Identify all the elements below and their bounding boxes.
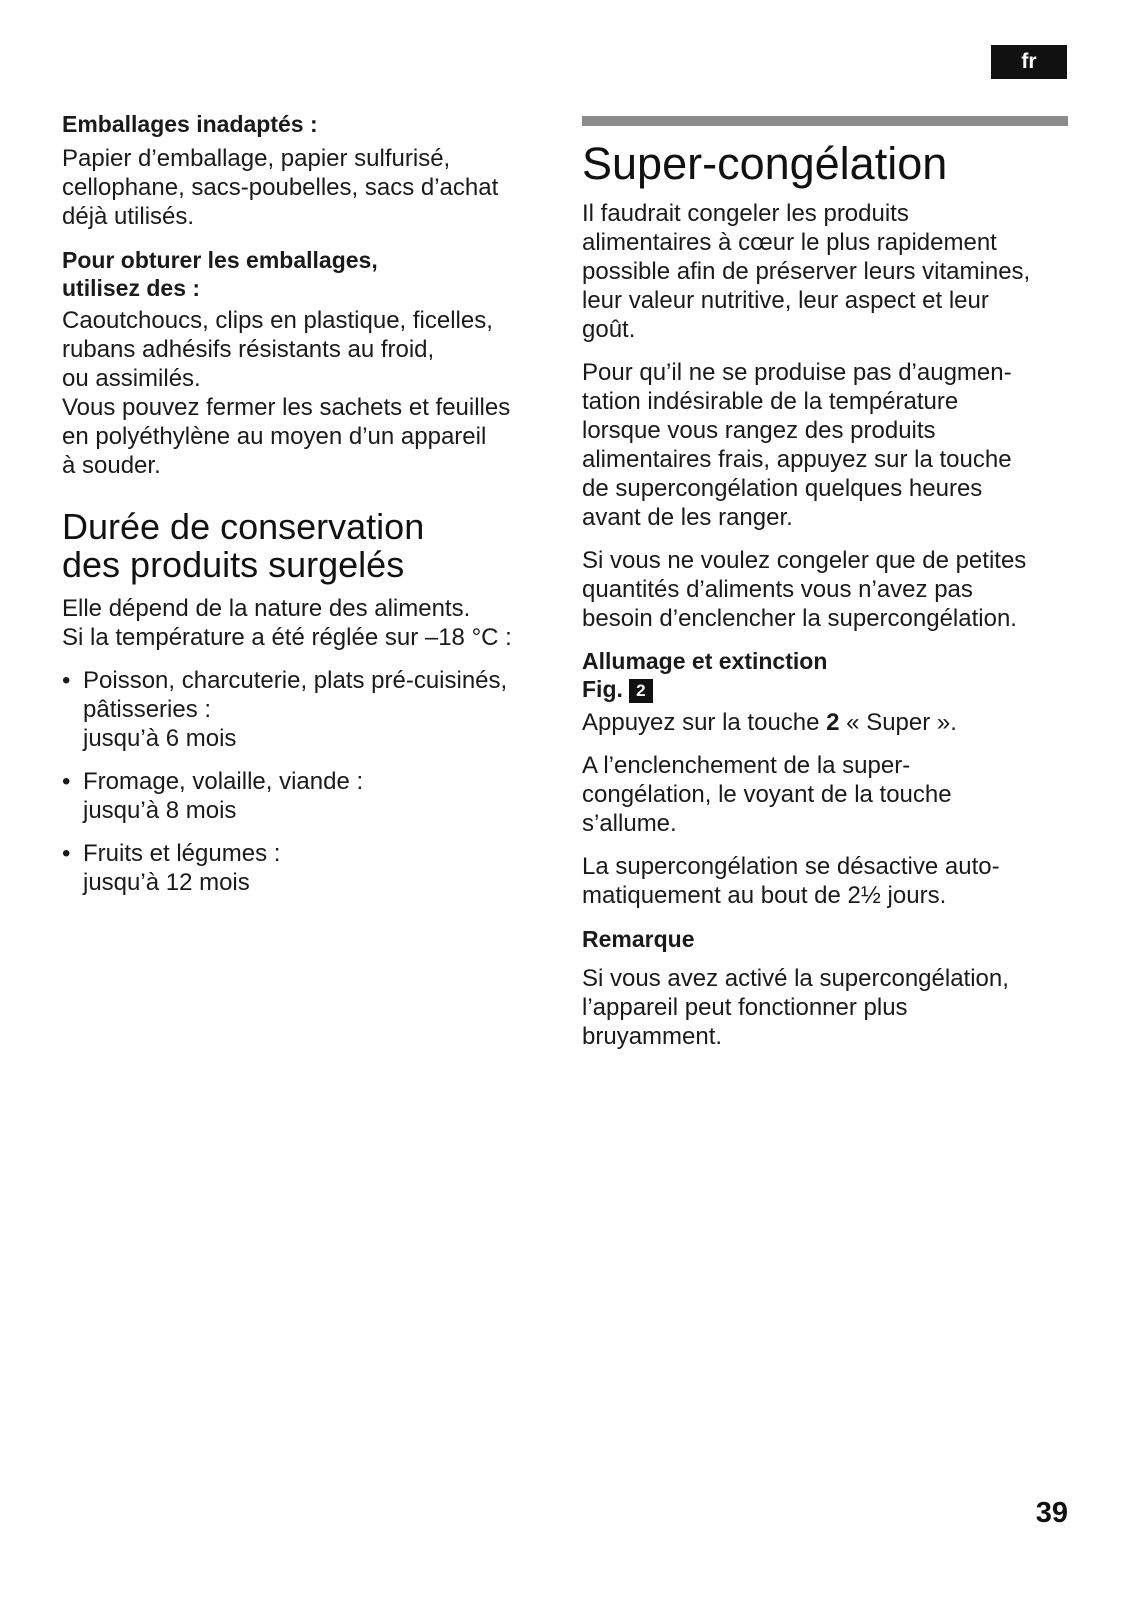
- list-item: [62, 767, 562, 825]
- text-line: en polyéthylène au moyen d’un appareil: [62, 423, 487, 450]
- text-line: quantités d’aliments vous n’avez pas: [582, 576, 973, 603]
- storage-duration-heading: [62, 508, 562, 584]
- text-line: besoin d’enclencher la supercongélation.: [582, 605, 1017, 632]
- text-line: Elle dépend de la nature des aliments.: [62, 595, 471, 622]
- text-line: lorsque vous rangez des produits: [582, 417, 936, 444]
- text-line: de supercongélation quelques heures: [582, 475, 983, 502]
- section-rule: [582, 116, 1068, 126]
- text-line: avant de les ranger.: [582, 504, 793, 531]
- on-off-heading: [582, 647, 1068, 703]
- super-freeze-paragraph: [582, 852, 1068, 910]
- super-freeze-paragraph: [582, 358, 1068, 532]
- text-line: leur valeur nutritive, leur aspect et leur: [582, 287, 989, 314]
- text-line: Caoutchoucs, clips en plastique, ficelles,: [62, 307, 493, 334]
- press-instruction: [582, 708, 1068, 737]
- super-freeze-paragraph: [582, 199, 1068, 344]
- text-line: Il faudrait congeler les produits: [582, 200, 909, 227]
- text-line: Pour qu’il ne se produise pas d’augmen-: [582, 359, 1012, 386]
- text-line: Poisson, charcuterie, plats pré-cuisinés,: [83, 667, 508, 694]
- text-line: goût.: [582, 316, 636, 343]
- closing-packaging-text: [62, 306, 562, 480]
- text-line: cellophane, sacs-poubelles, sacs d’achat: [62, 174, 499, 201]
- bullet-icon: •: [62, 768, 71, 795]
- figure-reference: [582, 675, 1068, 703]
- text-line: La supercongélation se désactive auto-: [582, 853, 1000, 880]
- text-line: alimentaires à cœur le plus rapidement: [582, 229, 997, 256]
- bullet-icon: •: [62, 840, 71, 867]
- text-line: possible afin de préserver leurs vitamines,: [582, 258, 1031, 285]
- text-line: matiquement au bout de 2½ jours.: [582, 882, 947, 909]
- unsuitable-packaging-heading: Emballages inadaptés :: [62, 111, 318, 137]
- text-line: rubans adhésifs résistants au froid,: [62, 336, 435, 363]
- text-line: tation indésirable de la température: [582, 388, 959, 415]
- page-number: 39: [1035, 1497, 1068, 1529]
- text-line: bruyamment.: [582, 1023, 723, 1050]
- text-line: « Super ».: [839, 709, 957, 736]
- text-line: Si vous ne voulez congeler que de petites: [582, 547, 1027, 574]
- bullet-icon: •: [62, 667, 71, 694]
- text-line: jusqu’à 12 mois: [83, 869, 250, 896]
- text-line: pâtisseries :: [83, 696, 212, 723]
- right-column: [582, 116, 1068, 1051]
- text-line: Vous pouvez fermer les sachets et feuilles: [62, 394, 511, 421]
- language-badge: fr: [991, 45, 1067, 79]
- closing-packaging-heading: [62, 246, 562, 302]
- text-line: Si vous avez activé la supercongélation,: [582, 965, 1009, 992]
- text-line: jusqu’à 8 mois: [83, 797, 237, 824]
- text-line: Pour obturer les emballages,: [62, 247, 378, 273]
- figure-number-box: 2: [629, 679, 653, 703]
- list-item: [62, 666, 562, 753]
- text-line: s’allume.: [582, 810, 677, 837]
- key-number: 2: [826, 709, 840, 736]
- text-line: l’appareil peut fonctionner plus: [582, 994, 908, 1021]
- text-line: Appuyez sur la touche: [582, 709, 827, 736]
- section-title: Super-congélation: [582, 138, 948, 189]
- text-line: Fromage, volaille, viande :: [83, 768, 364, 795]
- text-line: ou assimilés.: [62, 365, 201, 392]
- text-line: congélation, le voyant de la touche: [582, 781, 952, 808]
- list-item: [62, 839, 562, 897]
- unsuitable-packaging-text: [62, 144, 562, 231]
- text-line: jusqu’à 6 mois: [83, 725, 237, 752]
- text-line: Allumage et extinction: [582, 648, 828, 674]
- text-line: Durée de conservation: [62, 506, 425, 547]
- text-line: alimentaires frais, appuyez sur la touche: [582, 446, 1012, 473]
- super-freeze-paragraph: [582, 546, 1068, 633]
- super-freeze-paragraph: [582, 751, 1068, 838]
- text-line: des produits surgelés: [62, 544, 405, 585]
- text-line: Papier d’emballage, papier sulfurisé,: [62, 145, 451, 172]
- storage-list: [62, 666, 562, 897]
- text-line: utilisez des :: [62, 275, 201, 301]
- note-text: [582, 964, 1068, 1051]
- note-heading: Remarque: [582, 926, 695, 952]
- text-line: Fruits et légumes :: [83, 840, 281, 867]
- text-line: déjà utilisés.: [62, 203, 195, 230]
- text-line: Si la température a été réglée sur –18 °C :: [62, 624, 512, 651]
- left-column: [62, 110, 562, 897]
- figure-label: Fig.: [582, 676, 623, 702]
- text-line: à souder.: [62, 452, 161, 479]
- text-line: A l’enclenchement de la super-: [582, 752, 911, 779]
- storage-intro: [62, 594, 562, 652]
